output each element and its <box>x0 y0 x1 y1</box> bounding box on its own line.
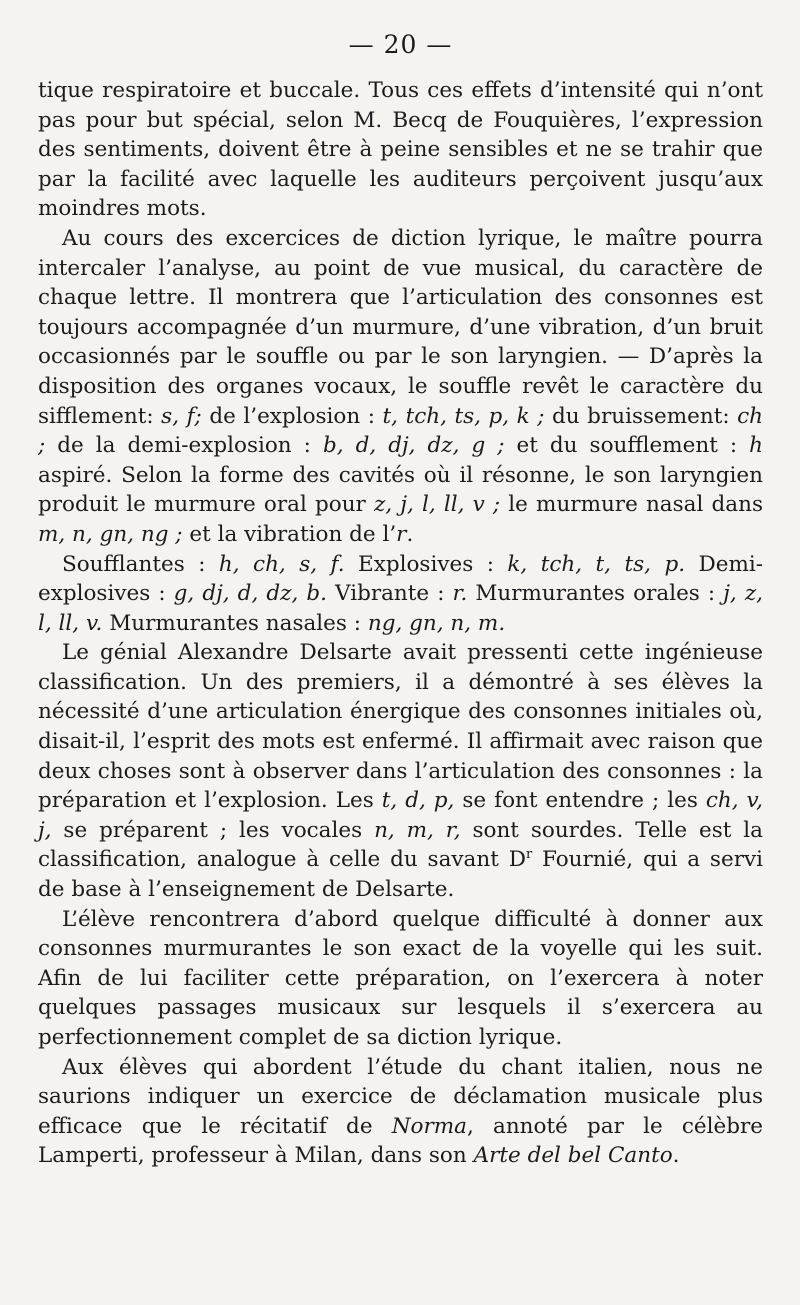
text-run: . <box>406 521 414 547</box>
text-run: du bruissement: <box>544 403 738 429</box>
italic-text: n, m, r, <box>374 817 461 843</box>
text-run: L’élève rencontrera d’abord quelque difficulté à donner aux consonnes murmurantes le son exact de la voyelle qui les suit. Afin de lui faciliter cette préparation, on l’exercera à noter quelques passages musicaux sur lesquels il s’exercera au perfectionnement complet de sa diction lyrique. <box>38 906 763 1050</box>
text-run: de l’explosion : <box>201 403 383 429</box>
superscript-text: r <box>525 847 533 863</box>
text-run: tique respiratoire et buccale. Tous ces effets d’intensité qui n’ont pas pour but spécial, selon M. Becq de Fouquières, l’expression des sentiments, doivent être à peine sensibles et ne se trahir que par la facilité avec laquelle les auditeurs perçoivent jusqu’aux moindres mots. <box>38 78 763 222</box>
text-run: Au cours des excercices de diction lyrique, le maître pourra intercaler l’analyse, au point de vue musical, du caractère de chaque lettre. Il montrera que l’articulation des consonnes est toujours accompagnée d’un murmure, d’une vibration, d’un bruit occasionnés par le souffle ou par le son laryngien. — D’après la disposition des organes vocaux, le souffle revêt le caractère du sifflement: <box>38 225 763 429</box>
paragraph <box>38 76 763 224</box>
paragraph <box>38 638 763 904</box>
italic-text: ng, gn, n, m. <box>367 610 506 636</box>
italic-text: ch, v, j, <box>38 788 763 843</box>
italic-text: t, tch, ts, p, k ; <box>382 403 545 429</box>
text-run: Murmurantes nasales : <box>102 610 368 636</box>
paragraph <box>38 550 763 639</box>
italic-text: Norma <box>391 1113 467 1139</box>
text-run: Demi-explosives : <box>38 551 763 607</box>
text-run: sont sourdes. Telle est la classification, analogue à celle du savant D <box>38 817 763 873</box>
body-text <box>38 76 763 1171</box>
italic-text: m, n, gn, ng ; <box>38 521 183 547</box>
italic-text: ch ; <box>38 403 764 459</box>
text-run: et du soufflement : <box>504 433 750 459</box>
text-run: aspiré. Selon la forme des cavités où il résonne, le son laryngien produit le murmure oral pour <box>38 462 763 518</box>
italic-text: k, tch, t, ts, p. <box>507 551 686 577</box>
text-run: Explosives : <box>344 551 508 577</box>
text-run: . <box>672 1143 680 1169</box>
italic-text: r <box>396 521 407 547</box>
text-run: Aux élèves qui abordent l’étude du chant italien, nous ne saurions indiquer un exercice de déclamation musicale plus efficace que le récitatif de <box>38 1054 763 1139</box>
text-run: le murmure nasal dans <box>500 492 763 518</box>
italic-text: j, z, l, ll, v. <box>38 581 763 636</box>
paragraph <box>38 1053 763 1171</box>
italic-text: r. <box>452 581 468 607</box>
italic-text: s, f; <box>161 403 202 429</box>
text-run: se préparent ; les vocales <box>51 817 375 843</box>
text-run: Soufflantes : <box>62 551 219 577</box>
text-run: Vibrante : <box>326 581 453 607</box>
text-run: se font entendre ; les <box>454 788 706 814</box>
text-run: Murmurantes orales : <box>467 581 724 607</box>
text-run: , annoté par le célèbre Lamperti, professeur à Milan, dans son <box>38 1113 763 1169</box>
text-run: Fournié, qui a servi de base à l’enseignement de Delsarte. <box>38 847 763 903</box>
text-run: Le génial Alexandre Delsarte avait pressenti cette ingénieuse classification. Un des premiers, il a démontré à ses élèves la nécessité d’une articulation énergique des consonnes initiales où, disait-il, l’esprit des mots est enfermé. Il affirmait avec raison que deux choses sont à observer dans l’articulation des consonnes : la préparation et l’explosion. Les <box>38 640 763 814</box>
document-page <box>38 30 763 1280</box>
paragraph <box>38 905 763 1053</box>
italic-text: Arte del bel Canto <box>473 1143 673 1169</box>
text-run: et la vibration de l’ <box>182 521 397 547</box>
italic-text: h, ch, s, f. <box>218 551 345 577</box>
italic-text: b, d, dj, dz, g ; <box>322 433 505 459</box>
paragraph <box>38 224 763 550</box>
page-number: — 20 — <box>348 30 453 59</box>
italic-text: g, dj, d, dz, b. <box>173 581 327 607</box>
italic-text: t, d, p, <box>381 788 455 814</box>
italic-text: h <box>749 433 764 459</box>
text-run: de la demi-explosion : <box>45 433 323 459</box>
italic-text: z, j, l, ll, v ; <box>374 492 501 518</box>
